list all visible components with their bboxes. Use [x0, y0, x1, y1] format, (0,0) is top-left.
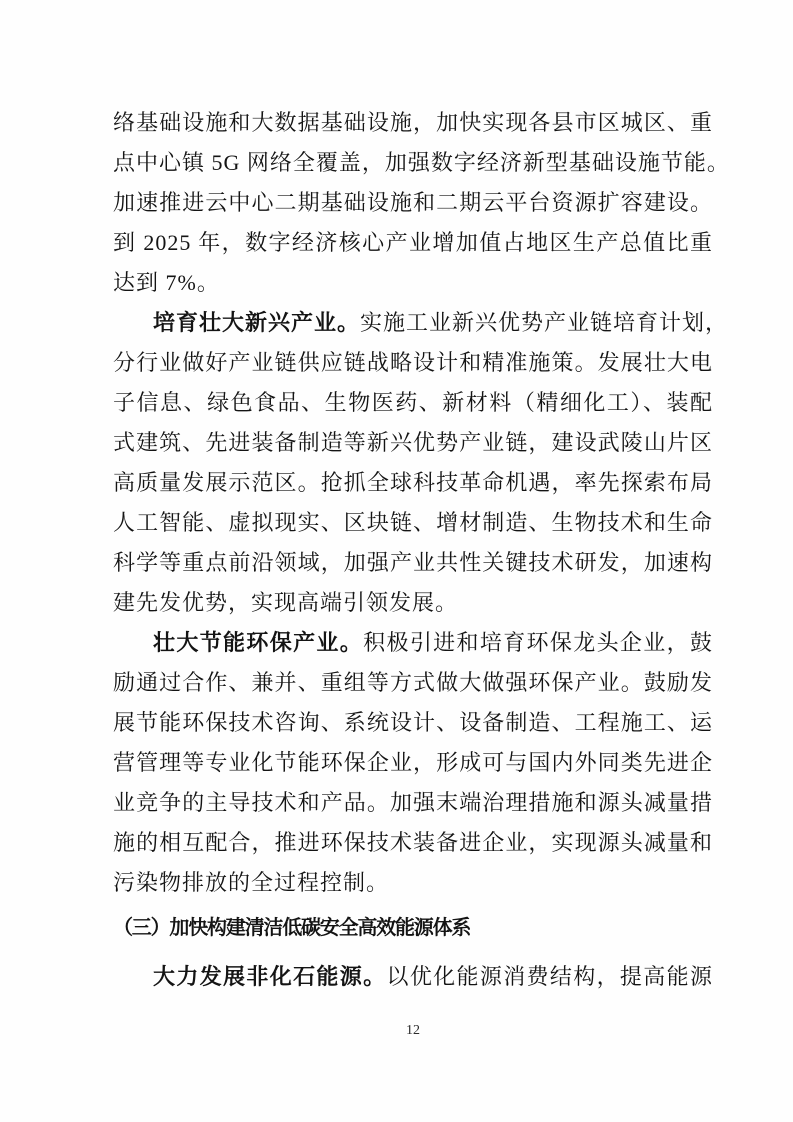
bold-lead: 大力发展非化石能源。: [153, 964, 387, 989]
text-line: 科学等重点前沿领域，加强产业共性关键技术研发，加速构: [113, 550, 713, 575]
text-line: 分行业做好产业链供应链战略设计和精准施策。发展壮大电: [113, 350, 713, 375]
text-line: 子信息、绿色食品、生物医药、新材料（精细化工）、装配: [113, 390, 713, 415]
text-line: 络基础设施和大数据基础设施，加快实现各县市区城区、重: [113, 110, 713, 135]
text-line: 培育壮大新兴产业。实施工业新兴优势产业链培育计划，: [153, 310, 729, 335]
text-line: 施的相互配合，推进环保技术装备进企业，实现源头减量和: [113, 830, 713, 855]
section-heading: （三）加快构建清洁低碳安全高效能源体系: [113, 917, 471, 939]
text-line: 营管理等专业化节能环保企业，形成可与国内外同类先进企: [113, 750, 713, 775]
text-line: 壮大节能环保产业。积极引进和培育环保龙头企业，鼓: [153, 630, 713, 655]
text-line: 励通过合作、兼并、重组等方式做大做强环保产业。鼓励发: [113, 670, 713, 695]
bold-lead: 壮大节能环保产业。: [153, 630, 364, 655]
text-line: 加速推进云中心二期基础设施和二期云平台资源扩容建设。: [113, 190, 713, 215]
text-line: 高质量发展示范区。抢抓全球科技革命机遇，率先探索布局: [113, 470, 713, 495]
bold-lead: 培育壮大新兴产业。: [153, 310, 361, 335]
text-line: 建先发优势，实现高端引领发展。: [113, 590, 459, 615]
paragraph: [113, 623, 713, 903]
text-line: 人工智能、虚拟现实、区块链、增材制造、生物技术和生命: [113, 510, 713, 535]
paragraph: [113, 303, 729, 623]
page-number: 12: [406, 1023, 420, 1038]
text-line: 污染物排放的全过程控制。: [113, 870, 390, 895]
paragraph: [113, 103, 730, 303]
text-line: 展节能环保技术咨询、系统设计、设备制造、工程施工、运: [113, 710, 713, 735]
text-line: 大力发展非化石能源。以优化能源消费结构，提高能源: [153, 964, 713, 989]
text-line: 业竞争的主导技术和产品。加强末端治理措施和源头减量措: [113, 790, 713, 815]
text-line: 式建筑、先进装备制造等新兴优势产业链，建设武陵山片区: [113, 430, 713, 455]
text-line: 点中心镇 5G 网络全覆盖，加强数字经济新型基础设施节能。: [113, 150, 730, 175]
paragraph: [113, 957, 713, 997]
document-body: [113, 103, 730, 997]
text-line: 到 2025 年，数字经济核心产业增加值占地区生产总值比重: [113, 230, 713, 255]
text-line: 达到 7%。: [113, 270, 220, 295]
